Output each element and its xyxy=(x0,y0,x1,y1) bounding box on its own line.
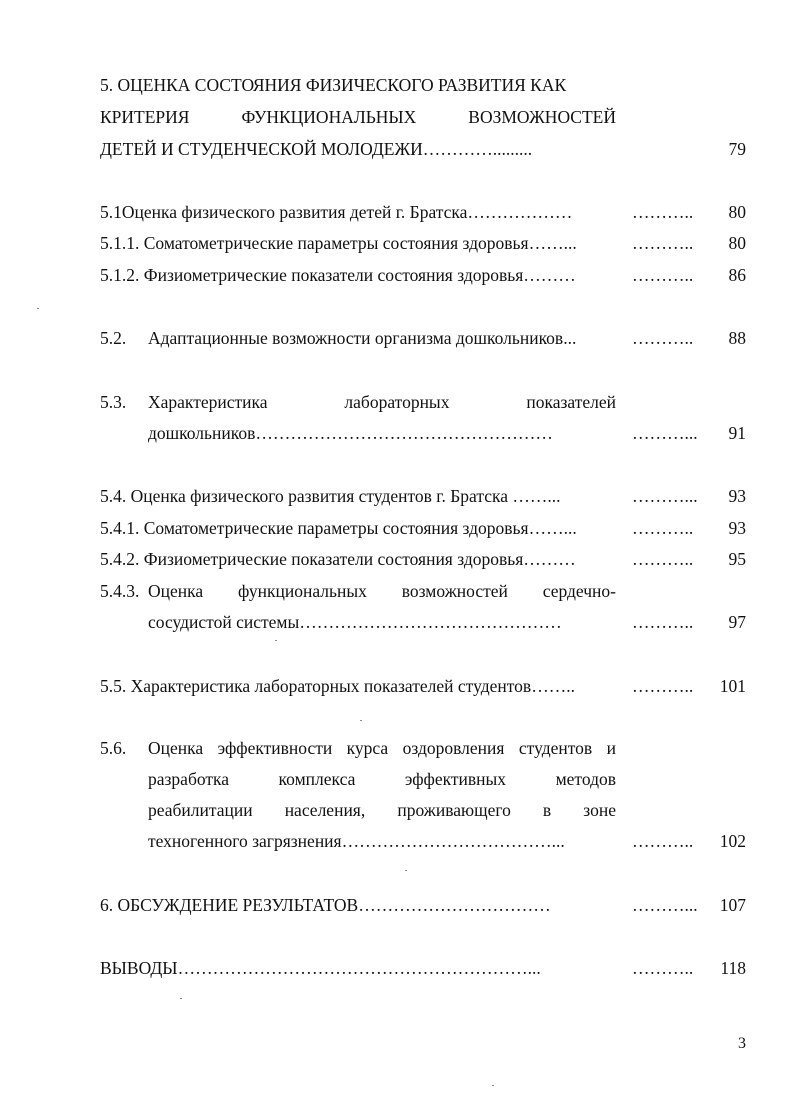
toc-entry-5-4: 5.4. Оценка физического развития студентов г. Братска ……... xyxy=(100,486,561,506)
toc-entry-5-3-line2: дошкольников…………………………………………… xyxy=(148,423,553,443)
toc-entry-5-4-2: 5.4.2. Физиометрические показатели состояния здоровья……… xyxy=(100,549,576,569)
toc-number-5-4-3: 5.4.3. xyxy=(100,581,140,601)
toc-entry-5-6-line1: Оценка эффективности курса оздоровления студентов и xyxy=(148,738,616,758)
toc-page-5-4-1: 93 xyxy=(728,518,746,538)
toc-page-6: 107 xyxy=(719,895,746,915)
toc-entry-5-4-1: 5.4.1. Соматометрические параметры состояния здоровья……... xyxy=(100,518,577,538)
toc-entry-5-1-1: 5.1.1. Соматометрические параметры состояния здоровья……... xyxy=(100,233,577,253)
toc-entry-5-6-line2: разработка комплекса эффективных методов xyxy=(148,769,616,789)
scan-speck xyxy=(405,870,407,871)
toc-entry-5-3-line1: Характеристика лабораторных показателей xyxy=(148,392,616,412)
toc-leader-6: ………... xyxy=(632,895,698,915)
toc-entry-5-line2: КРИТЕРИЯ ФУНКЦИОНАЛЬНЫХ ВОЗМОЖНОСТЕЙ xyxy=(100,107,616,127)
toc-entry-5-line3: ДЕТЕЙ И СТУДЕНЧЕСКОЙ МОЛОДЕЖИ…………......... xyxy=(100,139,533,159)
toc-leader-5-1: ……….. xyxy=(632,202,694,222)
toc-entry-5-5: 5.5. Характеристика лабораторных показателей студентов…….. xyxy=(100,676,575,696)
toc-entry-5-1-2: 5.1.2. Физиометрические показатели состояния здоровья……… xyxy=(100,265,576,285)
toc-leader-5-1-1: ……….. xyxy=(632,233,694,253)
toc-leader-5-1-2: ……….. xyxy=(632,265,694,285)
toc-number-5-2: 5.2. xyxy=(100,328,127,348)
toc-page-5-6: 102 xyxy=(719,831,746,851)
toc-entry-5-4-3-line2: сосудистой системы……………………………………… xyxy=(148,612,562,632)
toc-page-5: 79 xyxy=(728,139,746,159)
toc-page-conclusions: 118 xyxy=(720,958,746,978)
toc-leader-5-4-1: ……….. xyxy=(632,518,694,538)
toc-leader-conclusions: ……….. xyxy=(632,958,694,978)
toc-entry-5-6-line3: реабилитации населения, проживающего в зоне xyxy=(148,800,616,820)
toc-number-5-6: 5.6. xyxy=(100,738,127,758)
toc-page-5-4-2: 95 xyxy=(728,549,746,569)
toc-page-5-4-3: 97 xyxy=(728,612,746,632)
toc-page-5-1-2: 86 xyxy=(728,265,746,285)
toc-page-5-1-1: 80 xyxy=(728,233,746,253)
toc-page-5-2: 88 xyxy=(728,328,746,348)
toc-entry-5-line1: 5. ОЦЕНКА СОСТОЯНИЯ ФИЗИЧЕСКОГО РАЗВИТИЯ КАК xyxy=(100,75,567,95)
toc-leader-5-4: ………... xyxy=(632,486,698,506)
toc-leader-5-5: ……….. xyxy=(632,676,694,696)
toc-leader-5-4-2: ……….. xyxy=(632,549,694,569)
toc-page-5-3: 91 xyxy=(728,423,746,443)
toc-number-5-3: 5.3. xyxy=(100,392,127,412)
page-number: 3 xyxy=(738,1035,746,1052)
toc-entry-5-1: 5.1Оценка физического развития детей г. Братска……………… xyxy=(100,202,573,222)
toc-entry-5-4-3-line1: Оценка функциональных возможностей сердечно- xyxy=(148,581,616,601)
scan-speck xyxy=(37,308,39,309)
toc-leader-5-2: ……….. xyxy=(632,328,694,348)
scan-speck xyxy=(360,720,362,721)
toc-page-5-1: 80 xyxy=(728,202,746,222)
toc-entry-conclusions: ВЫВОДЫ……………………………………………………... xyxy=(100,958,541,978)
scan-speck xyxy=(492,1085,494,1086)
toc-entry-5-6-line4: техногенного загрязнения………………………………... xyxy=(148,831,565,851)
scan-speck xyxy=(180,998,182,999)
toc-entry-6: 6. ОБСУЖДЕНИЕ РЕЗУЛЬТАТОВ…………………………… xyxy=(100,895,551,915)
toc-page-5-4: 93 xyxy=(728,486,746,506)
scan-speck xyxy=(275,640,277,641)
toc-leader-5-3: ………... xyxy=(632,423,698,443)
toc-page-5-5: 101 xyxy=(719,676,746,696)
toc-entry-5-2: Адаптационные возможности организма дошкольников... xyxy=(148,328,577,348)
toc-leader-5-4-3: ……….. xyxy=(632,612,694,632)
toc-leader-5-6: ……….. xyxy=(632,831,694,851)
